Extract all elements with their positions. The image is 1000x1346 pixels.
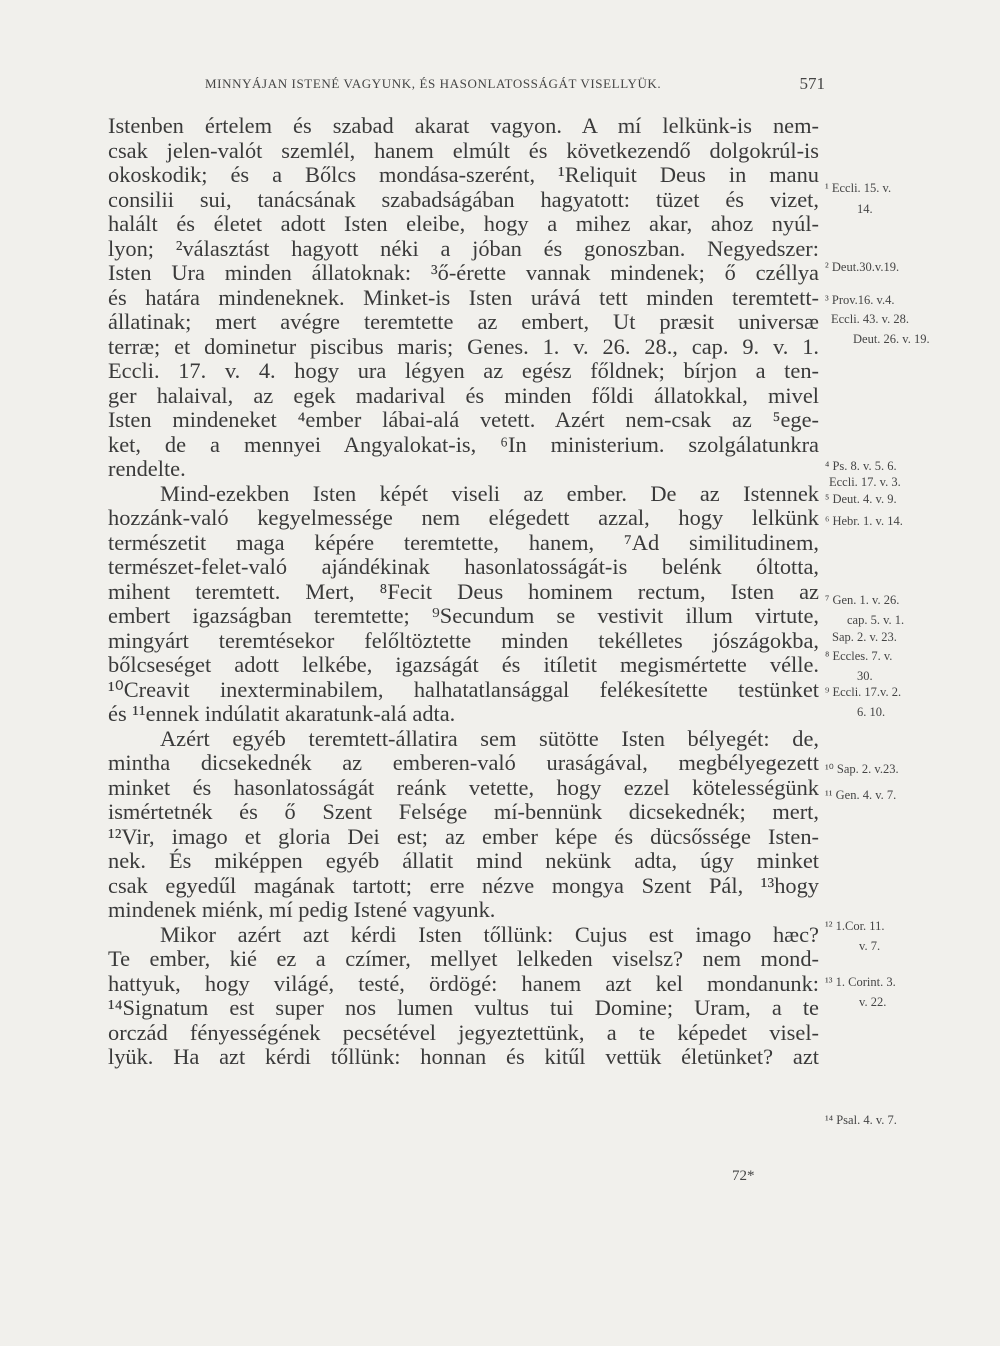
text-line: Mind-ezekben Isten képét viseli az ember. De az Istennek xyxy=(160,480,819,506)
marginal-note: Sap. 2. v. 23. xyxy=(832,630,897,644)
text-line: Isten Ura minden állatoknak: ³ő-érette vannak mindenek; ő czéllya xyxy=(108,260,819,285)
text-line: állatinak; mert avégre teremtette az embert, Ut præsit universæ xyxy=(108,309,819,334)
text-line: ket, de a mennyei Angyalokat-is, ⁶In ministerium. szolgálatunkra xyxy=(108,431,819,457)
text-line: hozzánk-való kegyelmessége nem elégedett azzal, hogy lelkünk xyxy=(108,505,819,530)
text-line: csak egyedűl magának tartott; erre nézve mongya Szent Pál, ¹³hogy xyxy=(108,872,819,898)
text-line: és ¹¹ennek indúlatit akaratunk-alá adta. xyxy=(108,701,456,726)
marginal-note: Eccli. 43. v. 28. xyxy=(831,312,909,326)
text-line: Te ember, kié ez a czímer, mellyet lelkeden viselsz? nem mond- xyxy=(108,946,819,971)
text-line: minket és hasonlatosságát reánk vetette, hogy ezzel kötelességünk xyxy=(108,774,819,800)
page-number: 571 xyxy=(799,74,825,93)
text-line: Isten mindeneket ⁴ember lábai-alá vetett. Azért nem-csak az ⁵ege- xyxy=(108,407,819,432)
text-line: hattyuk, hogy világé, testé, ördögé: hanem azt kel mondanunk: xyxy=(108,970,819,996)
text-line: természet-felet-való ajándékinak hasonlatosságát-is belénk óltotta, xyxy=(108,554,819,579)
text-line: mihent teremtett. Mert, ⁸Fecit Deus hominem rectum, Isten az xyxy=(108,578,819,604)
marginal-note: cap. 5. v. 1. xyxy=(847,613,905,627)
marginal-note: ⁵ Deut. 4. v. 9. xyxy=(825,492,897,506)
marginal-note: ¹² 1.Cor. 11. xyxy=(825,919,885,933)
text-line: terræ; et dominetur piscibus maris; Genes. 1. v. 26. 28., cap. 9. v. 1. xyxy=(108,333,819,359)
text-line: ismértetnék és ő Szent Felsége mí-bennünk dicsekednék; mert, xyxy=(108,799,819,824)
marginal-note: Deut. 26. v. 19. xyxy=(853,332,930,346)
text-line: Mikor azért azt kérdi Isten tőllünk: Cujus est imago hæc? xyxy=(160,921,819,947)
marginal-note: v. 22. xyxy=(859,995,887,1009)
text-line: bőlcseséget adott lelkébe, igazságát és itíletit megismértette vélle. xyxy=(108,652,819,677)
text-line: embert igazságban teremtette; ⁹Secundum se vestivit illum virtute, xyxy=(108,603,819,628)
text-line: mintha dicsekednék az emberen-való uraságával, megbélyegezett xyxy=(108,750,819,775)
text-line: mingyárt teremtésekor felőltöztette minden tekélletes jószágokba, xyxy=(108,627,819,653)
text-line: és határa mindeneknek. Minket-is Isten urává tett minden teremtett- xyxy=(108,284,819,310)
text-line: Eccli. 17. v. 4. hogy ura légyen az egész főldnek; bírjon a ten- xyxy=(108,358,819,383)
marginal-note: ¹ Eccli. 15. v. xyxy=(825,181,892,195)
marginal-note: 30. xyxy=(857,669,873,683)
marginal-note: ¹¹ Gen. 4. v. 7. xyxy=(825,788,897,802)
marginal-note: ³ Prov.16. v.4. xyxy=(825,293,895,307)
marginal-note: ⁸ Eccles. 7. v. xyxy=(825,649,893,663)
marginal-note: ¹⁰ Sap. 2. v.23. xyxy=(825,762,899,776)
marginal-note: ⁷ Gen. 1. v. 26. xyxy=(825,593,900,607)
marginal-note: ¹³ 1. Corint. 3. xyxy=(825,975,896,989)
text-line: ¹⁴Signatum est super nos lumen vultus tui Domine; Uram, a te xyxy=(108,995,819,1020)
text-line: consilii sui, tanácsának szabadságában hagyatott: tüzet és vizet, xyxy=(108,186,819,212)
text-line: természetit maga képére teremtette, hanem, ⁷Ad similitudinem, xyxy=(108,529,819,555)
text-line: Azért egyéb teremtett-állatira sem sütötte Isten bélyegét: de, xyxy=(160,725,819,751)
marginal-note: 6. 10. xyxy=(857,705,886,719)
marginal-note: v. 7. xyxy=(859,939,881,953)
running-title: MINNYÁJAN ISTENÉ VAGYUNK, ÉS HASONLATOSSÁGÁT VISELLYÜK. xyxy=(205,76,662,91)
marginal-note: ¹⁴ Psal. 4. v. 7. xyxy=(825,1113,897,1127)
text-line: lyük. Ha azt kérdi tőllünk: honnan és kitűl vettük életünket? azt xyxy=(108,1044,819,1069)
text-line: ger halaival, az egek madarival és minden főldi állatokkal, mivel xyxy=(108,382,819,408)
marginal-note: 14. xyxy=(857,202,873,216)
marginal-note: ⁴ Ps. 8. v. 5. 6. xyxy=(825,459,897,473)
signature-mark: 72* xyxy=(732,1168,755,1184)
marginal-note: ⁹ Eccli. 17.v. 2. xyxy=(825,685,902,699)
marginal-note: Eccli. 17. v. 3. xyxy=(829,475,901,489)
text-line: mindenek miénk, mí pedig Istené vagyunk. xyxy=(108,897,496,922)
marginal-note: ⁶ Hebr. 1. v. 14. xyxy=(825,514,903,528)
text-line: rendelte. xyxy=(108,456,186,481)
text-line: ¹⁰Creavit inexterminabilem, halhatatlansággal felékesítette testünket xyxy=(108,676,819,702)
text-line: csak jelen-valót szemlél, hanem elmúlt és következendő dolgokrúl-is xyxy=(108,137,819,163)
text-line: nek. És miképpen egyéb állatit mind nekünk adta, úgy minket xyxy=(108,848,819,873)
text-line: okoskodik; és a Bőlcs mondása-szerént, ¹Reliquit Deus in manu xyxy=(108,162,819,187)
text-line: Istenben értelem és szabad akarat vagyon. A mí lelkünk-is nem- xyxy=(108,113,819,138)
running-header xyxy=(205,76,825,92)
text-line: ¹²Vir, imago et gloria Dei est; az ember képe és dücsőssége Isten- xyxy=(108,823,819,849)
marginal-note: ² Deut.30.v.19. xyxy=(825,260,900,274)
text-line: lyon; ²választást hagyott néki a jóban és gonoszban. Negyedszer: xyxy=(108,235,819,261)
text-line: halált és életet adott Isten eleibe, hogy a mihez akar, ahoz nyúl- xyxy=(108,211,819,236)
main-text xyxy=(108,114,819,1070)
text-line: orczád fényességének pecsétével jegyeztettünk, a te képedet visel- xyxy=(108,1019,819,1045)
